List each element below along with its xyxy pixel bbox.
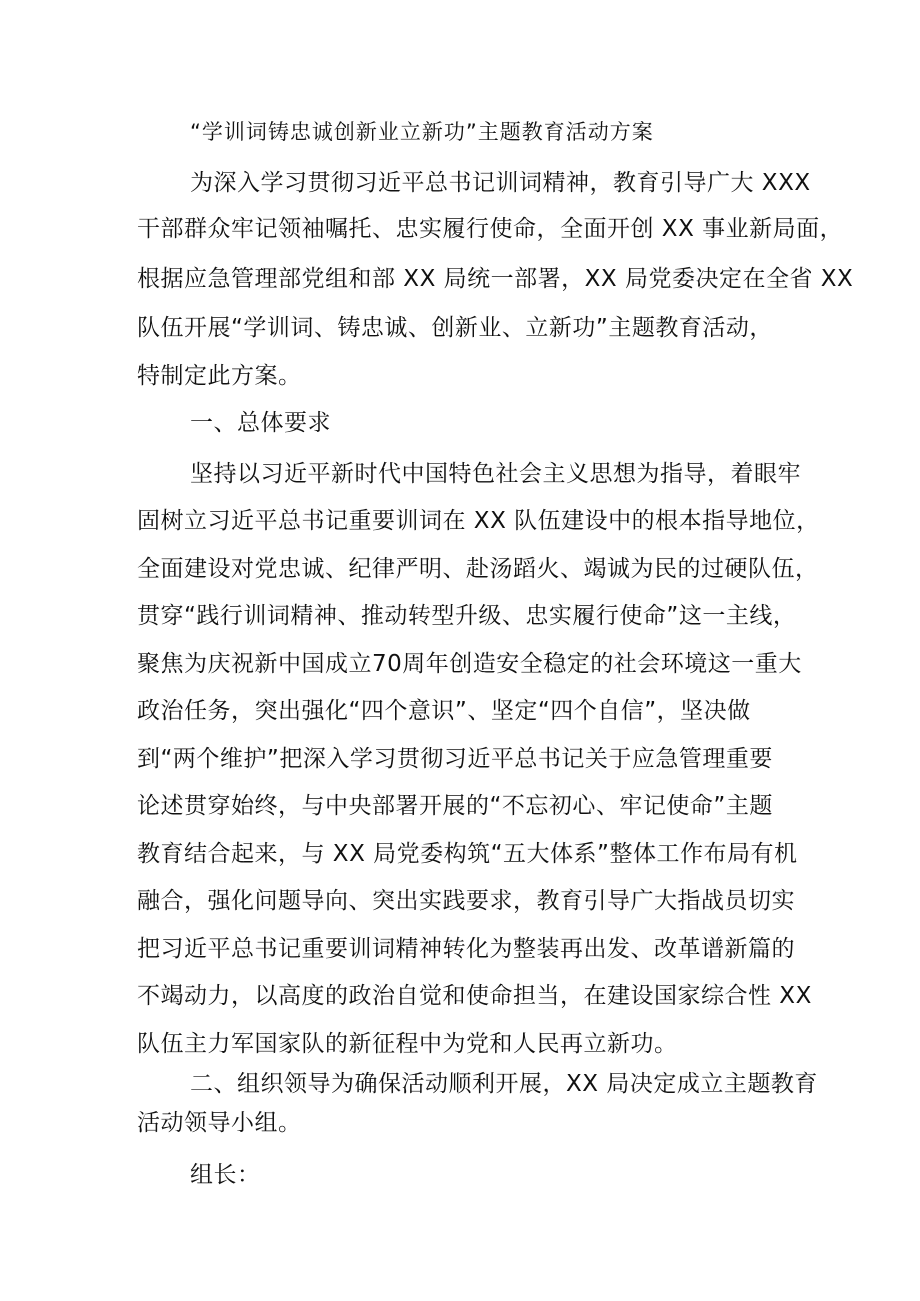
section2-line: 二、组织领导为确保活动顺利开展，XX 局决定成立主题教育 (190, 1071, 818, 1097)
intro-line: 特制定此方案。 (137, 363, 302, 389)
section-heading: 一、总体要求 (190, 410, 331, 436)
paragraph-line: 坚持以习近平新时代中国特色社会主义思想为指导，着眼牢 (190, 461, 801, 487)
intro-line: 干部群众牢记领袖嘱托、忠实履行使命，全面开创 XX 事业新局面， (137, 216, 844, 242)
document-title: “学训词铸忠诚创新业立新功”主题教育活动方案 (190, 120, 654, 144)
paragraph-line: 论述贯穿始终，与中央部署开展的“不忘初心、牢记使命”主题 (137, 793, 773, 819)
section2-line: 活动领导小组。 (137, 1110, 302, 1136)
paragraph-line: 固树立习近平总书记重要训词在 XX 队伍建设中的根本指导地位， (137, 508, 820, 534)
intro-line: 为深入学习贯彻习近平总书记训词精神，教育引导广大 XXX (190, 170, 811, 196)
intro-line: 队伍开展“学训词、铸忠诚、创新业、立新功”主题教育活动， (137, 315, 773, 341)
paragraph-line: 到“两个维护”把深入学习贯彻习近平总书记关于应急管理重要 (137, 746, 773, 772)
paragraph-line: 教育结合起来，与 XX 局党委构筑“五大体系”整体工作布局有机 (137, 841, 798, 867)
paragraph-line: 把习近平总书记重要训词精神转化为整装再出发、改革谱新篇的 (137, 936, 795, 962)
intro-line: 根据应急管理部党组和部 XX 局统一部署，XX 局党委决定在全省 XX (137, 266, 854, 292)
paragraph-line: 贯穿“践行训词精神、推动转型升级、忠实履行使命”这一主线， (137, 603, 797, 629)
paragraph-line: 融合，强化问题导向、突出实践要求，教育引导广大指战员切实 (137, 888, 795, 914)
paragraph-line: 政治任务，突出强化“四个意识”、坚定“四个自信”，坚决做 (137, 698, 751, 724)
group-leader-label: 组长： (190, 1162, 261, 1188)
paragraph-line: 不竭动力，以高度的政治自觉和使命担当，在建设国家综合性 XX (137, 983, 812, 1009)
paragraph-line: 聚焦为庆祝新中国成立70周年创造安全稳定的社会环境这一重大 (137, 651, 802, 677)
paragraph-line: 全面建设对党忠诚、纪律严明、赴汤蹈火、竭诚为民的过硬队伍， (137, 556, 819, 582)
paragraph-line: 队伍主力军国家队的新征程中为党和人民再立新功。 (137, 1031, 678, 1057)
